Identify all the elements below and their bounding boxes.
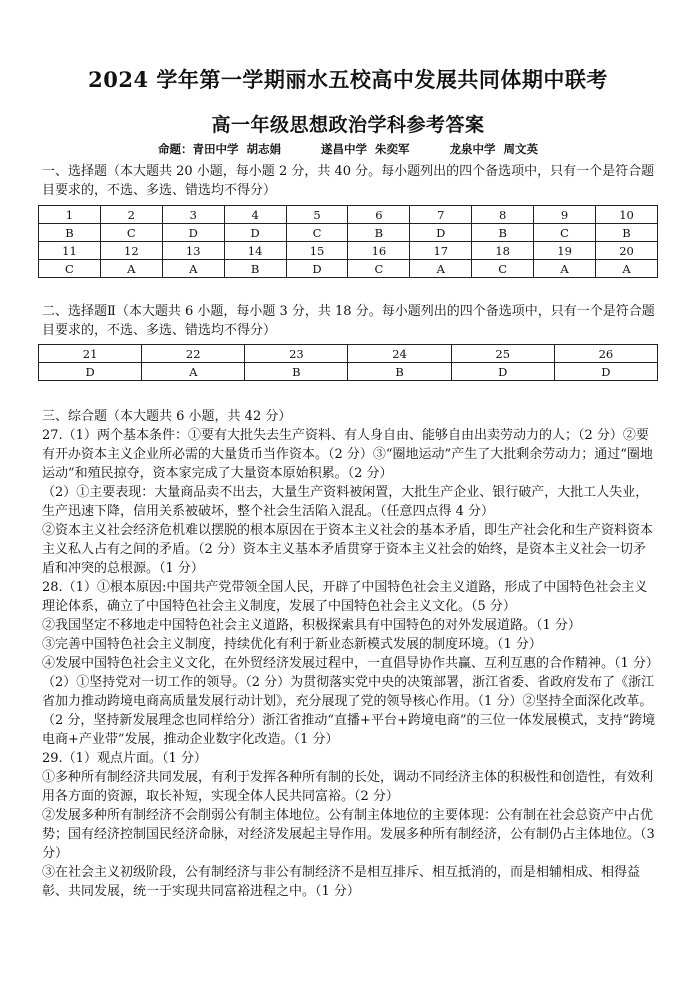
table-row [39, 224, 658, 242]
answer-paragraph: ②我国坚定不移地走中国特色社会主义道路，积极探索具有中国特色的对外发展道路。（1 分） [42, 618, 581, 633]
answer-cell: A [410, 260, 472, 278]
answer-paragraph: ③在社会主义初级阶段，公有制经济与非公有制经济不是相互排斥、相互抵消的，而是相辅相成、相得益彰、共同发展，统一于实现共同富裕进程之中。（1 分） [42, 865, 641, 899]
answer-cell: C [472, 260, 534, 278]
answer-cell: A [162, 260, 224, 278]
answer-paragraph: ③完善中国特色社会主义制度，持续优化有利于新业态新模式发展的制度环境。（1 分） [42, 637, 542, 652]
question-number-cell: 9 [534, 206, 596, 224]
question-number-cell: 13 [162, 242, 224, 260]
answer-cell: B [39, 224, 101, 242]
table-row [39, 260, 658, 278]
question-number-cell: 6 [348, 206, 410, 224]
question-number-cell: 11 [39, 242, 101, 260]
question-number-cell: 24 [348, 345, 451, 363]
answer-cell: D [451, 363, 554, 381]
section3-body [42, 407, 658, 901]
answer-cell: B [348, 224, 410, 242]
answer-paragraph: 27.（1）两个基本条件：①要有大批失去生产资料、有人身自由、能够自由出卖劳动力的人；（2 分）②要有开办资本主义企业所必需的大量货币当作资本。（2 分）③“圈地运动”产生了大批剩余劳动力；通过“圈地运动”和殖民掠夺，资本家完成了大量资本原始积累。（2 分） [42, 428, 653, 481]
question-number-cell: 23 [245, 345, 348, 363]
answer-cell: C [39, 260, 101, 278]
section2-answer-table [38, 344, 658, 381]
question-number-cell: 10 [596, 206, 658, 224]
section1-answer-table [38, 205, 658, 278]
question-number-cell: 4 [224, 206, 286, 224]
question-number-cell: 20 [596, 242, 658, 260]
answer-cell: A [534, 260, 596, 278]
answer-cell: D [224, 224, 286, 242]
question-number-cell: 21 [39, 345, 142, 363]
question-number-cell: 7 [410, 206, 472, 224]
answer-cell: B [596, 224, 658, 242]
question-number-cell: 14 [224, 242, 286, 260]
answer-cell: D [286, 260, 348, 278]
answer-cell: C [348, 260, 410, 278]
question-number-cell: 25 [451, 345, 554, 363]
table-row [39, 242, 658, 260]
question-number-cell: 5 [286, 206, 348, 224]
question-number-cell: 15 [286, 242, 348, 260]
answer-cell: A [142, 363, 245, 381]
answer-paragraph: ②发展多种所有制经济不会削弱公有制主体地位。公有制主体地位的主要体现：公有制在社会总资产中占优势；国有经济控制国民经济命脉，对经济发展起主导作用。发展多种所有制经济，公有制仍占主体地位。（3 分） [42, 808, 655, 861]
exam-subtitle: 高一年级思想政治学科参考答案 [211, 114, 485, 136]
section3-heading: 三、综合题（本大题共 6 小题，共 42 分） [42, 409, 292, 424]
question-number-cell: 18 [472, 242, 534, 260]
table-row [39, 363, 658, 381]
answer-paragraph: （2）①主要表现：大量商品卖不出去，大量生产资料被闲置，大批生产企业、银行破产，大批工人失业，生产迅速下降，信用关系被破坏，整个社会生活陷入混乱。（任意四点得 4 分） [42, 485, 649, 519]
answer-paragraph: ①多种所有制经济共同发展，有利于发挥各种所有制的长处，调动不同经济主体的积极性和创造性，有效利用各方面的资源，取长补短，实现全体人民共同富裕。（2 分） [42, 770, 654, 804]
exam-title: 2024 学年第一学期丽水五校高中发展共同体期中联考 [88, 67, 608, 92]
answer-paragraph: ④发展中国特色社会主义文化，在外贸经济发展过程中，一直倡导协作共赢、互利互惠的合作精神。（1 分） [42, 656, 659, 671]
answer-cell: D [162, 224, 224, 242]
question-number-cell: 12 [100, 242, 162, 260]
answer-cell: B [245, 363, 348, 381]
question-number-cell: 2 [100, 206, 162, 224]
answer-cell: D [410, 224, 472, 242]
table-row [39, 206, 658, 224]
answer-cell: D [554, 363, 657, 381]
answer-cell: A [596, 260, 658, 278]
question-number-cell: 1 [39, 206, 101, 224]
answer-cell: C [286, 224, 348, 242]
answer-cell: D [39, 363, 142, 381]
answer-cell: B [224, 260, 286, 278]
question-number-cell: 3 [162, 206, 224, 224]
question-number-cell: 22 [142, 345, 245, 363]
answer-paragraph: 29.（1）观点片面。（1 分） [42, 751, 207, 766]
section2-intro: 二、选择题Ⅱ（本大题共 6 小题，每小题 3 分，共 18 分。每小题列出的四个备选项中，只有一个是符合题目要求的，不选、多选、错选均不得分） [42, 304, 655, 338]
answer-paragraph: ②资本主义社会经济危机难以摆脱的根本原因在于资本主义社会的基本矛盾，即生产社会化和生产资料资本主义私人占有之间的矛盾。（2 分）资本主义基本矛盾贯穿于资本主义社会的始终，是资本主义社会一切矛盾和冲突的总根源。（1 分） [42, 523, 654, 576]
authors-line: 命题：青田中学 胡志娟 遂昌中学 朱奕军 龙泉中学 周文英 [157, 142, 539, 156]
table-row [39, 345, 658, 363]
answer-cell: C [534, 224, 596, 242]
question-number-cell: 16 [348, 242, 410, 260]
answer-paragraph: 28.（1）①根本原因:中国共产党带领全国人民，开辟了中国特色社会主义道路，形成了中国特色社会主义理论体系，确立了中国特色社会主义制度，发展了中国特色社会主义文化。（5 分） [42, 580, 648, 614]
question-number-cell: 26 [554, 345, 657, 363]
answer-cell: C [100, 224, 162, 242]
question-number-cell: 17 [410, 242, 472, 260]
answer-cell: B [348, 363, 451, 381]
answer-cell: A [100, 260, 162, 278]
answer-paragraph: （2）①坚持党对一切工作的领导。（2 分）为贯彻落实党中央的决策部署，浙江省委、省政府发布了《浙江省加力推动跨境电商高质量发展行动计划》，充分展现了党的领导核心作用。（1 分）②坚持全面深化改革。（2 分，坚持新发展理念也同样给分）浙江省推动“直播+平台+跨境电商”的三位一体发展模式，支持“跨境电商+产业带”发展，推动企业数字化改造。（1 分） [42, 675, 656, 747]
question-number-cell: 8 [472, 206, 534, 224]
question-number-cell: 19 [534, 242, 596, 260]
answer-cell: B [472, 224, 534, 242]
section1-intro: 一、选择题（本大题共 20 小题，每小题 2 分，共 40 分。每小题列出的四个备选项中，只有一个是符合题目要求的，不选、多选、错选均不得分） [42, 164, 655, 198]
